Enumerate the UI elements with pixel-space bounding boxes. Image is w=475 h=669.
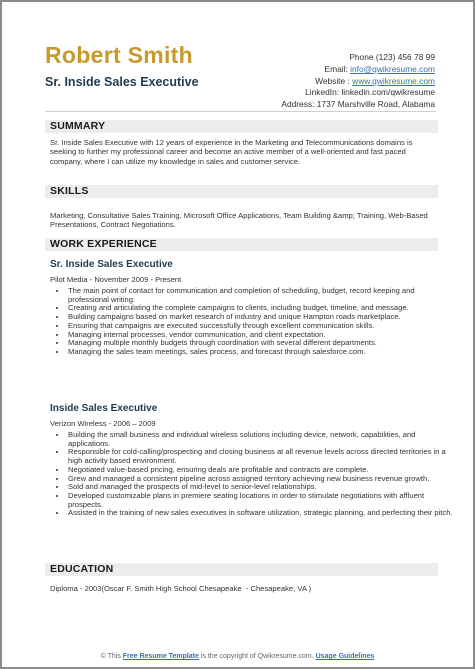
job-company: Pilot Media - November 2009 - Present [50,275,182,284]
email-link[interactable]: info@qwikresume.com [350,63,435,74]
candidate-name: Robert Smith [45,42,193,68]
list-item: • Assisted in the training of new sales executives in software utilization, strategic planning, and perfecting their pitch. [67,509,455,518]
address-value: 1737 Marshville Road, Alabama [316,99,435,110]
list-item: • Building campaigns based on market research of industry and unique Hampton roads marketplace. [67,313,455,322]
skills-heading: SKILLS [50,185,89,197]
linkedin-label: LinkedIn: [305,87,340,98]
contact-phone [195,52,435,64]
resume-page [2,2,473,667]
contact-website [195,76,435,88]
contact-address [195,99,435,111]
header-divider [45,111,436,112]
education-text: Diploma - 2003(Oscar F. Smith High School Chesapeake - Chesapeake, VA ) [50,584,312,593]
list-item: • Building the small business and individual wireless solutions including device, network, capabilities, and applications. [67,431,455,448]
list-item: • Developed customizable plans in premiere seating locations in order to stimulate negotiations with affluent prospects. [67,492,455,509]
usage-guidelines-link[interactable]: Usage Guidelines [315,653,375,660]
list-item: • Creating and articulating the complete campaigns to clients, including budget, timeline, and message. [67,304,455,313]
footer-prefix: © This [100,653,123,660]
job-company: Verizon Wireless - 2006 – 2009 [50,419,156,428]
footer-middle: is the copyright of Qwikresume.com. [198,653,316,660]
list-item: • Managing the sales team meetings, sales process, and forecast through salesforce.com. [67,348,455,357]
list-item: • Grew and managed a consistent pipeline across assigned territory achieving new business revenue growth. [67,475,455,484]
job-bullets [50,287,455,357]
list-item: • Managing multiple monthly budgets through coordination with several different departments. [67,339,455,348]
website-link[interactable]: www.qwikresume.com [352,75,435,86]
job-title: Inside Sales Executive [50,403,158,414]
experience-section-header [45,238,438,251]
candidate-title: Sr. Inside Sales Executive [45,75,199,89]
website-label: Website : [315,75,350,86]
phone-label: Phone [349,52,374,62]
summary-section-header [45,120,438,133]
summary-text: Sr. Inside Sales Executive with 12 years of experience in the Marketing and Telecommunications domains is seeking to further my professional career and become an active member of a well-oriented and fast paced company, where I can utilize my knowledge in sales and customer service. [50,138,413,166]
list-item: • The main point of contact for communication and completion of scheduling, budget, record keeping and professional writing. [67,287,455,304]
education-heading: EDUCATION [50,563,114,575]
footer [2,653,473,660]
list-item: • Negotiated value-based pricing, ensuring deals are profitable and contracts are complete. [67,466,455,475]
contact-linkedin [195,87,435,99]
address-label: Address: [281,99,315,110]
list-item: • Managing internal processes, vendor communication, and client expectation. [67,331,455,340]
skills-section-header [45,185,438,198]
contact-email [195,64,435,76]
list-item: • Ensuring that campaigns are executed successfully through excellent communication skills. [67,322,455,331]
list-item: • Sold and managed the prospects of mid-level to senior-level relationships. [67,483,455,492]
experience-heading: WORK EXPERIENCE [50,238,157,250]
free-template-link[interactable]: Free Resume Template [122,653,199,660]
education-section-header [45,563,438,576]
job-bullets [50,431,455,518]
skills-text: Marketing, Consultative Sales Training, Microsoft Office Applications, Team Building &amp; Training, Web-Based Presentations, Contract Negotiations. [50,211,428,230]
contact-block [195,52,435,111]
list-item: • Responsible for cold-calling/prospecting and closing business at all revenue levels across directed territories in a high activity based environment. [67,448,455,465]
linkedin-value: linkedin.com/qwikresume [341,87,435,98]
summary-heading: SUMMARY [50,120,106,132]
email-label: Email: [324,63,348,74]
job-title: Sr. Inside Sales Executive [50,259,173,270]
phone-value: (123) 456 78 99 [375,52,435,62]
